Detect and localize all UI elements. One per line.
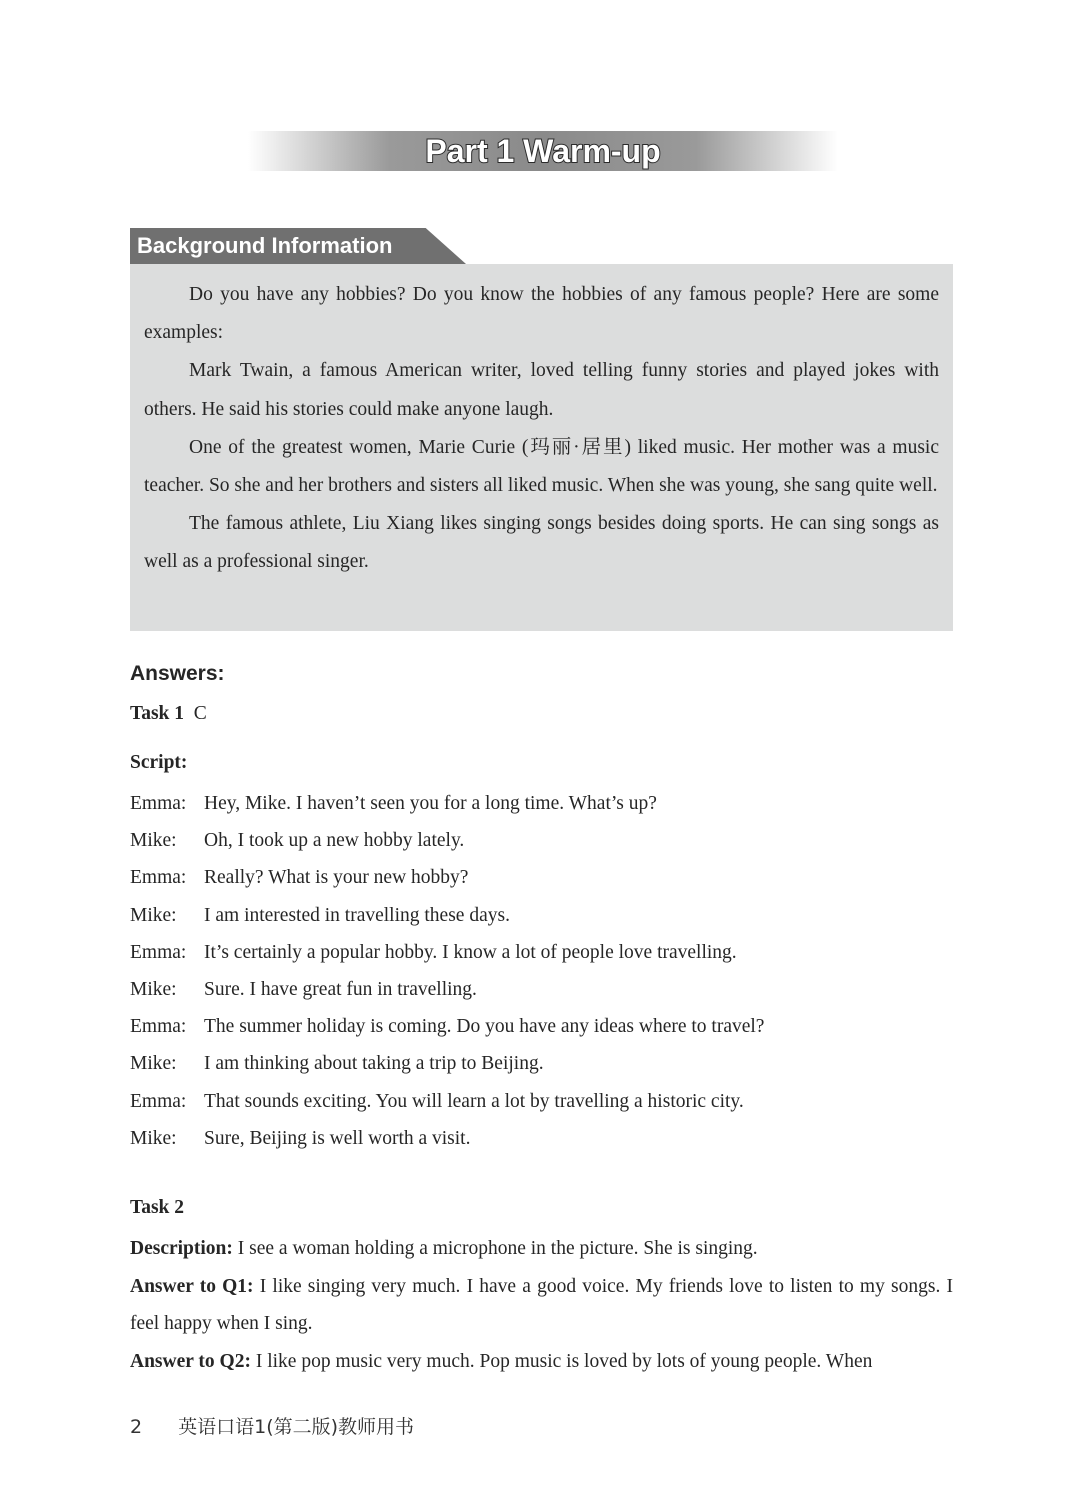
dialog-line	[130, 822, 953, 859]
dialog-line	[130, 1083, 953, 1120]
dialog-line	[130, 1008, 953, 1045]
background-tab-label: Background Information	[137, 233, 393, 258]
task2-description	[130, 1230, 953, 1268]
description-label: Description:	[130, 1238, 233, 1259]
speaker: Emma:	[130, 793, 187, 814]
dialog-line	[130, 1120, 953, 1157]
speaker: Emma:	[130, 1016, 187, 1038]
utterance: I am interested in travelling these days.	[204, 904, 510, 926]
description-text: I see a woman holding a microphone in the picture. She is singing.	[237, 1238, 758, 1259]
q2-text: I like pop music very much. Pop music is loved by lots of young people. When	[255, 1350, 873, 1372]
answers-heading: Answers:	[130, 662, 225, 685]
task1-label: Task 1	[130, 703, 185, 724]
background-paragraph: The famous athlete, Liu Xiang likes singing songs besides doing sports. He can sing songs as well as a professional singer.	[144, 513, 939, 573]
speaker: Mike:	[130, 978, 177, 1000]
book-title: 英语口语1(第二版)教师用书	[178, 1416, 415, 1438]
q1-label: Answer to Q1:	[130, 1275, 254, 1297]
page-footer	[130, 1412, 414, 1439]
utterance: Sure. I have great fun in travelling.	[204, 978, 477, 1000]
dialog-line	[130, 785, 953, 822]
task1	[130, 703, 207, 725]
dialog-line	[130, 1045, 953, 1082]
task2-label: Task 2	[130, 1197, 185, 1218]
page-number: 2	[130, 1416, 143, 1438]
speaker: Emma:	[130, 1090, 187, 1112]
utterance: It’s certainly a popular hobby. I know a lot of people love travelling.	[204, 941, 737, 963]
q2-label: Answer to Q2:	[130, 1350, 251, 1372]
background-paragraph: One of the greatest women, Marie Curie (玛丽·居里) liked music. Her mother was a music teacher. So she and her brothers and sisters all liked music. When she was young, she sang quite well.	[144, 436, 939, 497]
dialog-line	[130, 971, 953, 1008]
task1-answer: C	[193, 703, 207, 724]
dialog-line	[130, 859, 953, 896]
speaker: Mike:	[130, 830, 177, 852]
script-label: Script:	[130, 752, 188, 773]
q1-text: I like singing very much. I have a good voice. My friends love to listen to my songs. I feel happy when I sing.	[130, 1275, 953, 1334]
speaker: Emma:	[130, 941, 187, 963]
background-paragraph: Mark Twain, a famous American writer, loved telling funny stories and played jokes with others. He said his stories could make anyone laugh.	[144, 360, 939, 420]
utterance: I am thinking about taking a trip to Beijing.	[204, 1053, 544, 1075]
speaker: Mike:	[130, 904, 177, 926]
utterance: Hey, Mike. I haven’t seen you for a long time. What’s up?	[204, 793, 657, 814]
utterance: Oh, I took up a new hobby lately.	[204, 830, 465, 852]
background-paragraph: Do you have any hobbies? Do you know the hobbies of any famous people? Here are some examples:	[144, 284, 939, 344]
speaker: Mike:	[130, 1053, 177, 1075]
dialog-line	[130, 897, 953, 934]
background-text	[144, 276, 939, 582]
utterance: Sure, Beijing is well worth a visit.	[204, 1127, 471, 1149]
utterance: Really? What is your new hobby?	[204, 867, 469, 889]
task2-body	[130, 1230, 953, 1380]
dialog-line	[130, 934, 953, 971]
utterance: The summer holiday is coming. Do you have any ideas where to travel?	[204, 1016, 765, 1038]
speaker: Emma:	[130, 867, 187, 889]
utterance: That sounds exciting. You will learn a lot by travelling a historic city.	[204, 1090, 744, 1112]
script-dialog	[130, 785, 953, 1157]
speaker: Mike:	[130, 1127, 177, 1149]
part-title: Part 1 Warm-up	[425, 133, 661, 169]
task2-q2	[130, 1343, 953, 1381]
task2-q1	[130, 1268, 953, 1343]
